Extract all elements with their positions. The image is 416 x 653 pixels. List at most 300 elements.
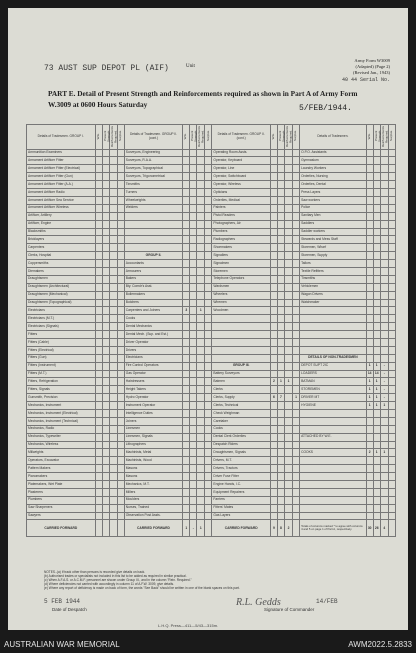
table-row [27, 323, 396, 331]
surplus-cell [293, 236, 300, 244]
other-trade [300, 417, 367, 425]
present-cell [190, 307, 197, 315]
surplus-cell [388, 267, 395, 275]
trade-name: Mechanics, Instrument (Technical) [27, 417, 96, 425]
present-cell [373, 244, 380, 252]
surplus-cell [117, 291, 124, 299]
surplus-cell [117, 236, 124, 244]
reinf-cell [380, 457, 388, 465]
strength-table [26, 124, 396, 537]
present-cell [373, 512, 380, 520]
reinf-cell [284, 212, 292, 220]
trade-name: Armourers [124, 267, 182, 275]
present-cell [277, 228, 284, 236]
reinf-cell [109, 496, 117, 504]
reinf-cell [109, 165, 117, 173]
surplus-cell [388, 165, 395, 173]
we-cell [95, 465, 102, 473]
present-cell [373, 331, 380, 339]
present-cell [190, 402, 197, 410]
we-cell [183, 433, 190, 441]
trade-name: Saw Sharpeners [27, 504, 96, 512]
we-cell [366, 417, 373, 425]
surplus-cell [293, 370, 300, 378]
reinf-cell [109, 362, 117, 370]
header-count-label: Present Strength. [277, 129, 286, 143]
we-cell [366, 433, 373, 441]
reinf-cell [284, 370, 292, 378]
we-cell [183, 512, 190, 520]
surplus-cell [205, 496, 212, 504]
we-cell [95, 236, 102, 244]
surplus-cell [388, 157, 395, 165]
surplus-cell [117, 196, 124, 204]
reinf-cell [380, 212, 388, 220]
we-cell [270, 409, 277, 417]
we-cell [183, 299, 190, 307]
present-cell [373, 346, 380, 354]
we-cell [366, 504, 373, 512]
other-trade [300, 323, 367, 331]
present-cell [190, 378, 197, 386]
surplus-cell [293, 433, 300, 441]
present-cell [102, 315, 109, 323]
other-trade [300, 496, 367, 504]
trade-name: Farriers [212, 496, 270, 504]
nontrade-entry: BATMAN [300, 378, 367, 386]
surplus-cell [293, 267, 300, 275]
table-row [27, 244, 396, 252]
reinf-cell [284, 189, 292, 197]
reinf-cell [284, 236, 292, 244]
we-cell [95, 362, 102, 370]
present-cell [102, 157, 109, 165]
trade-name: Dental Mech. (Sup. and Est.) [124, 331, 182, 339]
reinf-cell [380, 354, 388, 362]
we-cell [95, 504, 102, 512]
reinf-cell [197, 433, 205, 441]
form-subtitle: (Adapted) (Page 2) [355, 64, 390, 69]
present-cell [102, 212, 109, 220]
trade-name: Fitters, Refrigeration [27, 378, 96, 386]
trade-name: Millers [124, 488, 182, 496]
reinf-cell [197, 504, 205, 512]
present-cell: 1 [277, 378, 284, 386]
we-cell [95, 267, 102, 275]
reinf-cell: - [380, 362, 388, 370]
present-cell [102, 244, 109, 252]
we-cell [366, 228, 373, 236]
surplus-cell [117, 378, 124, 386]
reinf-cell [380, 512, 388, 520]
reinf-cell: 1 [284, 378, 292, 386]
trade-name: Bty. Comdr's Asst. [124, 283, 182, 291]
present-cell [190, 149, 197, 157]
surplus-cell [117, 394, 124, 402]
surplus-cell [388, 386, 395, 394]
surplus-cell [117, 307, 124, 315]
reinf-cell [197, 457, 205, 465]
header-count [190, 125, 197, 150]
other-trade [300, 338, 367, 346]
unit-name: 73 AUST SUP DEPOT PL (AIF) [44, 64, 169, 73]
present-cell [373, 338, 380, 346]
we-cell [95, 173, 102, 181]
reinf-cell [284, 473, 292, 481]
present-cell [102, 449, 109, 457]
present-cell [190, 165, 197, 173]
present-cell [373, 315, 380, 323]
trade-name: Driver Fuse Fitter [212, 473, 270, 481]
header-count [380, 125, 388, 150]
reinf-cell [197, 220, 205, 228]
surplus-cell [388, 315, 395, 323]
table-row [27, 252, 396, 260]
table-row [27, 457, 396, 465]
present-cell [277, 409, 284, 417]
surplus-cell [293, 307, 300, 315]
present-cell [277, 212, 284, 220]
we-cell [270, 267, 277, 275]
present-cell [190, 323, 197, 331]
reinf-cell [380, 220, 388, 228]
note-line: (c) When A.F.A.S. or A.C.M.F. personnel are shown under Group III., and in the column "Rein. Required." [44, 578, 192, 583]
reinf-cell [197, 228, 205, 236]
trade-name: Fitters' Mates [212, 504, 270, 512]
trade-name: Armament Artificer Fitter (A.A.) [27, 181, 96, 189]
reinf-cell [109, 181, 117, 189]
trade-name: Mechanics, Typewriter [27, 433, 96, 441]
surplus-cell [388, 283, 395, 291]
surplus-cell [293, 315, 300, 323]
surplus-cell [205, 157, 212, 165]
surplus-cell [293, 473, 300, 481]
surplus-cell [293, 173, 300, 181]
reinf-cell [109, 212, 117, 220]
surplus-cell [388, 244, 395, 252]
reinf-grand-total: 4 [380, 520, 388, 537]
surplus-cell [117, 354, 124, 362]
reinf-cell [380, 307, 388, 315]
we-cell [183, 283, 190, 291]
surplus-cell [205, 425, 212, 433]
we-cell [183, 220, 190, 228]
we-cell [183, 504, 190, 512]
surplus-cell [117, 370, 124, 378]
trade-name: Surveyors, Trigonometrical [124, 173, 182, 181]
reinf-cell [284, 173, 292, 181]
reinf-cell [197, 283, 205, 291]
we-cell [183, 204, 190, 212]
reinf-cell [197, 512, 205, 520]
trade-name: Driver Operator [124, 338, 182, 346]
present-cell [277, 346, 284, 354]
we-cell [270, 220, 277, 228]
header-count-label: Reinforcements Required. [109, 125, 118, 147]
present-grand-total: 26 [373, 520, 380, 537]
present-cell [190, 331, 197, 339]
reinf-cell [380, 433, 388, 441]
header-count [183, 125, 190, 150]
surplus-cell [388, 488, 395, 496]
reinf-cell [109, 236, 117, 244]
reinf-cell [197, 299, 205, 307]
surplus-cell [205, 473, 212, 481]
page-title: PART E. Detail of Present Strength and Reinforcements required as shown in Part A of Army Form W.3009 at 0600 Hours Saturday [48, 89, 358, 109]
surplus-cell [293, 165, 300, 173]
header-count [277, 125, 284, 150]
other-trade: Vehiclemen [300, 283, 367, 291]
present-cell [277, 307, 284, 315]
we-cell [95, 433, 102, 441]
surplus-cell [293, 338, 300, 346]
surplus-cell [293, 417, 300, 425]
we-cell [183, 481, 190, 489]
we-cell: 2 [270, 378, 277, 386]
we-cell [183, 315, 190, 323]
surplus-cell [117, 409, 124, 417]
we-cell [183, 394, 190, 402]
surplus-cell [205, 228, 212, 236]
surplus-cell [205, 149, 212, 157]
surplus-cell [117, 189, 124, 197]
header-count [117, 125, 124, 150]
surplus-cell [117, 173, 124, 181]
present-cell [102, 181, 109, 189]
header-count [270, 125, 277, 150]
we-cell [95, 481, 102, 489]
surplus-cell [205, 189, 212, 197]
present-cell: 14 [373, 370, 380, 378]
trade-name: Tinsmiths [124, 181, 182, 189]
we-cell [366, 512, 373, 520]
reinf-cell [284, 291, 292, 299]
surplus-cell [293, 228, 300, 236]
header-count [197, 125, 205, 150]
trade-name: Masons [124, 473, 182, 481]
reinf-cell [284, 441, 292, 449]
reinf-cell [109, 244, 117, 252]
surplus-total [117, 520, 124, 537]
we-cell [270, 323, 277, 331]
surplus-cell [205, 267, 212, 275]
table-row [27, 394, 396, 402]
reinf-cell [197, 212, 205, 220]
present-cell [373, 228, 380, 236]
we-cell [95, 283, 102, 291]
present-cell: 1 [373, 378, 380, 386]
present-cell [190, 196, 197, 204]
present-cell [277, 165, 284, 173]
we-cell [95, 338, 102, 346]
surplus-cell [293, 465, 300, 473]
reinf-cell [380, 346, 388, 354]
trade-name: Armament Artificer Sea Service [27, 196, 96, 204]
present-cell [190, 465, 197, 473]
header-count [109, 125, 117, 150]
reinf-cell [109, 283, 117, 291]
header-count-label: Reinforcements Required. [284, 125, 293, 147]
present-cell [373, 165, 380, 173]
we-cell [270, 299, 277, 307]
surplus-cell [205, 196, 212, 204]
present-cell [277, 315, 284, 323]
other-trade: Tailors [300, 260, 367, 268]
other-trade: Laundry Workers [300, 165, 367, 173]
present-cell [277, 149, 284, 157]
surplus-cell [117, 299, 124, 307]
trade-name: Electricians (Signals) [27, 323, 96, 331]
we-cell [183, 465, 190, 473]
surplus-cell [205, 449, 212, 457]
reinf-cell [109, 260, 117, 268]
we-cell [366, 323, 373, 331]
present-cell [277, 204, 284, 212]
table-row [27, 378, 396, 386]
present-cell [190, 362, 197, 370]
present-cell [102, 473, 109, 481]
we-cell [270, 346, 277, 354]
trade-name: Gas Operator [124, 370, 182, 378]
surplus-cell [388, 425, 395, 433]
trade-name: Batmen [212, 378, 270, 386]
trade-name: Clerks [212, 386, 270, 394]
reinf-cell [197, 236, 205, 244]
trade-name: Height Takers [124, 386, 182, 394]
reinf-cell: - [380, 378, 388, 386]
header-count [293, 125, 300, 150]
we-cell [95, 370, 102, 378]
surplus-cell [388, 449, 395, 457]
we-cell [95, 441, 102, 449]
trade-name: Pianomakers [27, 473, 96, 481]
surplus-cell [117, 315, 124, 323]
present-cell [277, 496, 284, 504]
we-cell [366, 204, 373, 212]
we-cell [183, 370, 190, 378]
present-cell [102, 307, 109, 315]
surplus-cell [388, 433, 395, 441]
header-count-label: Surplus. [389, 130, 394, 142]
surplus-cell [388, 338, 395, 346]
present-cell [190, 441, 197, 449]
we-cell [183, 173, 190, 181]
we-cell [95, 189, 102, 197]
surplus-cell [388, 252, 395, 260]
we-cell [183, 457, 190, 465]
surplus-cell [205, 299, 212, 307]
surplus-cell [388, 204, 395, 212]
trade-name: Wardsmen [212, 283, 270, 291]
present-cell [190, 394, 197, 402]
we-cell [183, 149, 190, 157]
other-trade [300, 331, 367, 339]
reinf-cell [197, 165, 205, 173]
we-cell [366, 157, 373, 165]
we-cell [183, 346, 190, 354]
surplus-cell [205, 260, 212, 268]
reinf-cell [109, 512, 117, 520]
surplus-cell [293, 346, 300, 354]
we-cell: 1 [366, 362, 373, 370]
surplus-cell [117, 181, 124, 189]
surplus-cell [117, 157, 124, 165]
header-count [95, 125, 102, 150]
we-cell [270, 504, 277, 512]
we-cell [95, 291, 102, 299]
other-trade [300, 504, 367, 512]
we-cell [270, 157, 277, 165]
trade-name: Equipment Repairers [212, 488, 270, 496]
carried-forward-label: CARRIED FORWARD [212, 520, 270, 537]
present-cell [373, 481, 380, 489]
trade-name: Sawyers [27, 512, 96, 520]
surplus-cell [388, 496, 395, 504]
reinf-cell [197, 181, 205, 189]
reinf-cell [380, 236, 388, 244]
trade-name: Operators, Excavator [27, 457, 96, 465]
surplus-cell [388, 346, 395, 354]
present-cell [102, 417, 109, 425]
surplus-cell [293, 181, 300, 189]
form-number: Army Form W3009 [354, 58, 390, 63]
we-cell [270, 283, 277, 291]
present-cell [277, 299, 284, 307]
we-cell [366, 244, 373, 252]
present-total: - [190, 520, 197, 537]
reinf-total [109, 520, 117, 537]
reinf-cell [109, 488, 117, 496]
we-cell [183, 338, 190, 346]
reinf-cell [109, 275, 117, 283]
reinf-cell [284, 307, 292, 315]
trade-name: Gas Layers [212, 512, 270, 520]
present-cell [190, 252, 197, 260]
reinf-cell [380, 267, 388, 275]
form-notes [44, 570, 384, 590]
other-trade: Storemen, Wharf [300, 244, 367, 252]
trade-name: Fitters (Instrument) [27, 362, 96, 370]
we-cell [95, 244, 102, 252]
we-cell [183, 354, 190, 362]
present-cell [190, 496, 197, 504]
other-trade [300, 465, 367, 473]
surplus-cell [388, 236, 395, 244]
trade-name: Surveyors, Topographical [124, 165, 182, 173]
table-row [27, 291, 396, 299]
we-total: 9 [270, 520, 277, 537]
present-cell [373, 417, 380, 425]
surplus-cell [117, 465, 124, 473]
we-cell [95, 196, 102, 204]
we-cell [183, 441, 190, 449]
we-cell [95, 181, 102, 189]
present-cell [277, 196, 284, 204]
surplus-cell [117, 283, 124, 291]
surplus-cell [205, 236, 212, 244]
present-cell [277, 291, 284, 299]
trade-name: Bakers [124, 275, 182, 283]
reinf-cell [197, 370, 205, 378]
trade-name: Shoemakers [212, 244, 270, 252]
trade-name: Caretaker [212, 417, 270, 425]
header-count-label: Surplus. [117, 130, 122, 142]
trade-name: Plasterers [27, 488, 96, 496]
we-cell: 1 [366, 378, 373, 386]
reinf-cell [197, 157, 205, 165]
surplus-cell [117, 473, 124, 481]
trade-name: Draughtsmen (Mechanical) [27, 291, 96, 299]
